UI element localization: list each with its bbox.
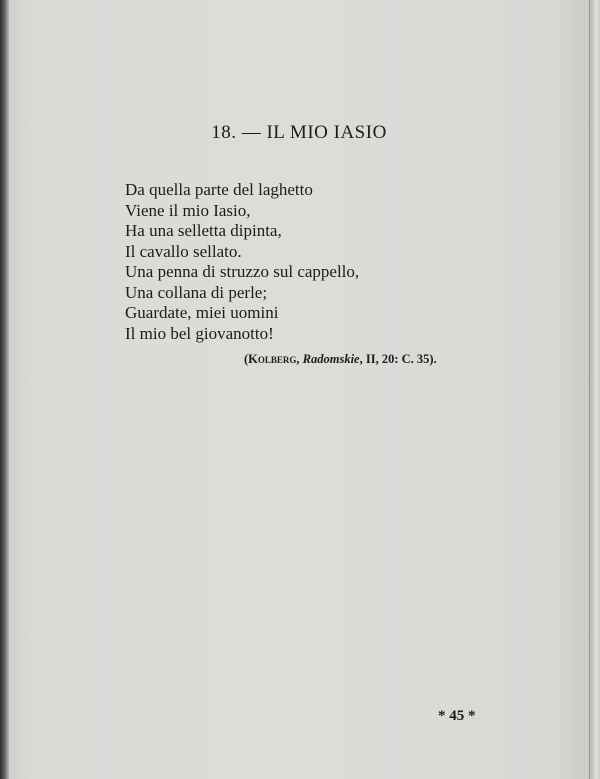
citation-work: Radomskie (302, 352, 360, 366)
citation-reference: , II, 20: C. 35). (359, 352, 437, 366)
page-edge-line (589, 0, 590, 779)
source-citation (244, 352, 437, 367)
poem-line: Ha una selletta dipinta, (125, 221, 282, 240)
poem-body (125, 180, 359, 344)
poem-title: 18. — IL MIO IASIO (211, 122, 387, 143)
poem-line: Una collana di perle; (125, 282, 268, 302)
citation-author: Kolberg (248, 352, 297, 366)
poem-line: Una penna di struzzo sul cappello, (125, 262, 360, 281)
poem-line: Il cavallo sellato. (125, 241, 242, 261)
poem-line: Guardate, miei uomini (125, 303, 279, 322)
page-number: * 45 * (438, 708, 476, 724)
poem-line: Da quella parte del laghetto (125, 180, 313, 199)
citation-open: ( (244, 352, 249, 366)
citation-separator: , (296, 352, 303, 366)
book-spine-shadow (0, 0, 9, 779)
poem-line: Il mio bel giovanotto! (125, 323, 274, 343)
poem-line: Viene il mio Iasio, (125, 200, 251, 220)
